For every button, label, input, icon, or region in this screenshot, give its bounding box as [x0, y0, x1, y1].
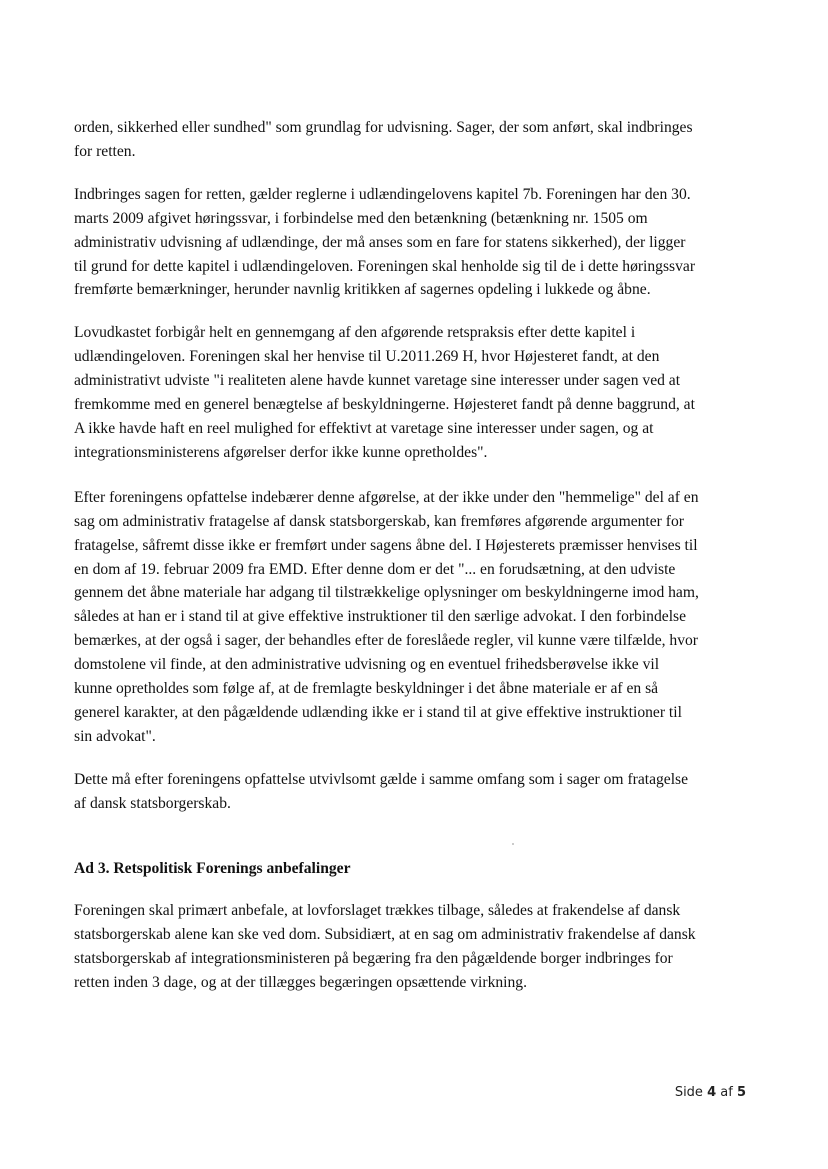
text-line: domstolene vil finde, at den administrative udvisning og en eventuel frihedsberøvelse ikke vil — [74, 656, 660, 674]
text-line: Efter foreningens opfattelse indebærer denne afgørelse, at der ikke under den "hemmelige" del af en — [74, 488, 699, 506]
document-body — [74, 116, 754, 995]
text-line: for retten. — [74, 142, 136, 160]
text-line: Indbringes sagen for retten, gælder reglerne i udlændingelovens kapitel 7b. Foreningen har den 30. — [74, 185, 691, 203]
text-line: Dette må efter foreningens opfattelse utvivlsomt gælde i samme omfang som i sager om fratagelse — [74, 770, 689, 788]
recommendation-paragraph — [74, 899, 754, 995]
text-line: generel karakter, at den pågældende udlænding ikke er i stand til at give effektive instruktioner til — [74, 703, 682, 721]
text-line: administrativ udvisning af udlændinge, der må anses som en fare for statens sikkerhed), der ligger — [74, 233, 686, 251]
paragraph-5 — [74, 768, 754, 816]
text-line: retten inden 3 dage, og at der tillægges begæringen opsættende virkning. — [74, 974, 527, 992]
text-line: A ikke havde haft en reel mulighed for effektivt at varetage sine interesser under sagen, og at — [74, 419, 654, 437]
text-line: sag om administrativ fratagelse af dansk statsborgerskab, kan fremføres afgørende argumenter for — [74, 512, 684, 530]
text-line: til grund for dette kapitel i udlændingeloven. Foreningen skal henholde sig til de i dette høringssvar — [74, 257, 696, 275]
text-line: bemærkes, at der også i sager, der behandles efter de foreslåede regler, vil kunne være tilfælde, hvor — [74, 632, 699, 650]
paragraph-2 — [74, 183, 754, 303]
text-line: gennem det åbne materiale har adgang til tilstrækkelige oplysninger om beskyldningerne imod ham, — [74, 584, 699, 602]
text-line: statsborgerskab af integrationsministeren på begæring fra den pågældende borger indbringes for — [74, 950, 673, 968]
text-line: integrationsministerens afgørelser derfor ikke kunne opretholdes". — [74, 443, 488, 461]
footer-separator: af — [720, 1085, 733, 1100]
section-heading: Ad 3. Retspolitisk Forenings anbefalinger — [74, 859, 351, 877]
text-line: Foreningen skal primært anbefale, at lovforslaget trækkes tilbage, således at frakendelse af dansk — [74, 902, 681, 920]
text-line: fratagelse, såfremt disse ikke er fremført under sagens åbne del. I Højesterets præmisser henvises til — [74, 536, 698, 554]
text-line: orden, sikkerhed eller sundhed" som grundlag for udvisning. Sager, der som anført, skal indbringes — [74, 119, 693, 136]
paragraph-3 — [74, 321, 754, 464]
text-line: udlændingeloven. Foreningen skal her henvise til U.2011.269 H, hvor Højesteret fandt, at den — [74, 348, 660, 366]
text-line: statsborgerskab alene kan ske ved dom. Subsidiært, at en sag om administrativ frakendelse af dansk — [74, 926, 696, 944]
text-line: fremkomme med en generel benægtelse af beskyldningerne. Højesteret fandt på denne baggrund, at — [74, 396, 695, 414]
text-line: sin advokat". — [74, 727, 156, 745]
footer-page-total: 5 — [736, 1085, 746, 1100]
text-line: en dom af 19. februar 2009 fra EMD. Efter denne dom er det "... en forudsætning, at den udviste — [74, 560, 676, 578]
text-line: Lovudkastet forbigår helt en gennemgang af den afgørende retspraksis efter dette kapitel i — [74, 324, 636, 342]
paragraph-1 — [74, 116, 754, 164]
text-line: af dansk statsborgerskab. — [74, 794, 231, 812]
footer-prefix: Side — [674, 1085, 703, 1100]
scan-speck — [512, 843, 514, 845]
text-line: således at han er i stand til at give effektive instruktioner til den særlige advokat. I den forbindelse — [74, 608, 687, 626]
text-line: administrativt udviste "i realiteten alene havde kunnet varetage sine interesser under sagen ved at — [74, 372, 681, 390]
paragraph-4 — [74, 486, 754, 749]
page-footer — [675, 1085, 746, 1100]
text-line: fremførte bemærkninger, herunder navnlig kritikken af sagernes opdeling i lukkede og åbne. — [74, 281, 651, 299]
footer-page-number: 4 — [707, 1085, 717, 1100]
text-line: kunne opretholdes som følge af, at de fremlagte beskyldninger i det åbne materiale er af en så — [74, 680, 659, 698]
text-line: marts 2009 afgivet høringssvar, i forbindelse med den betænkning (betænkning nr. 1505 om — [74, 209, 648, 227]
